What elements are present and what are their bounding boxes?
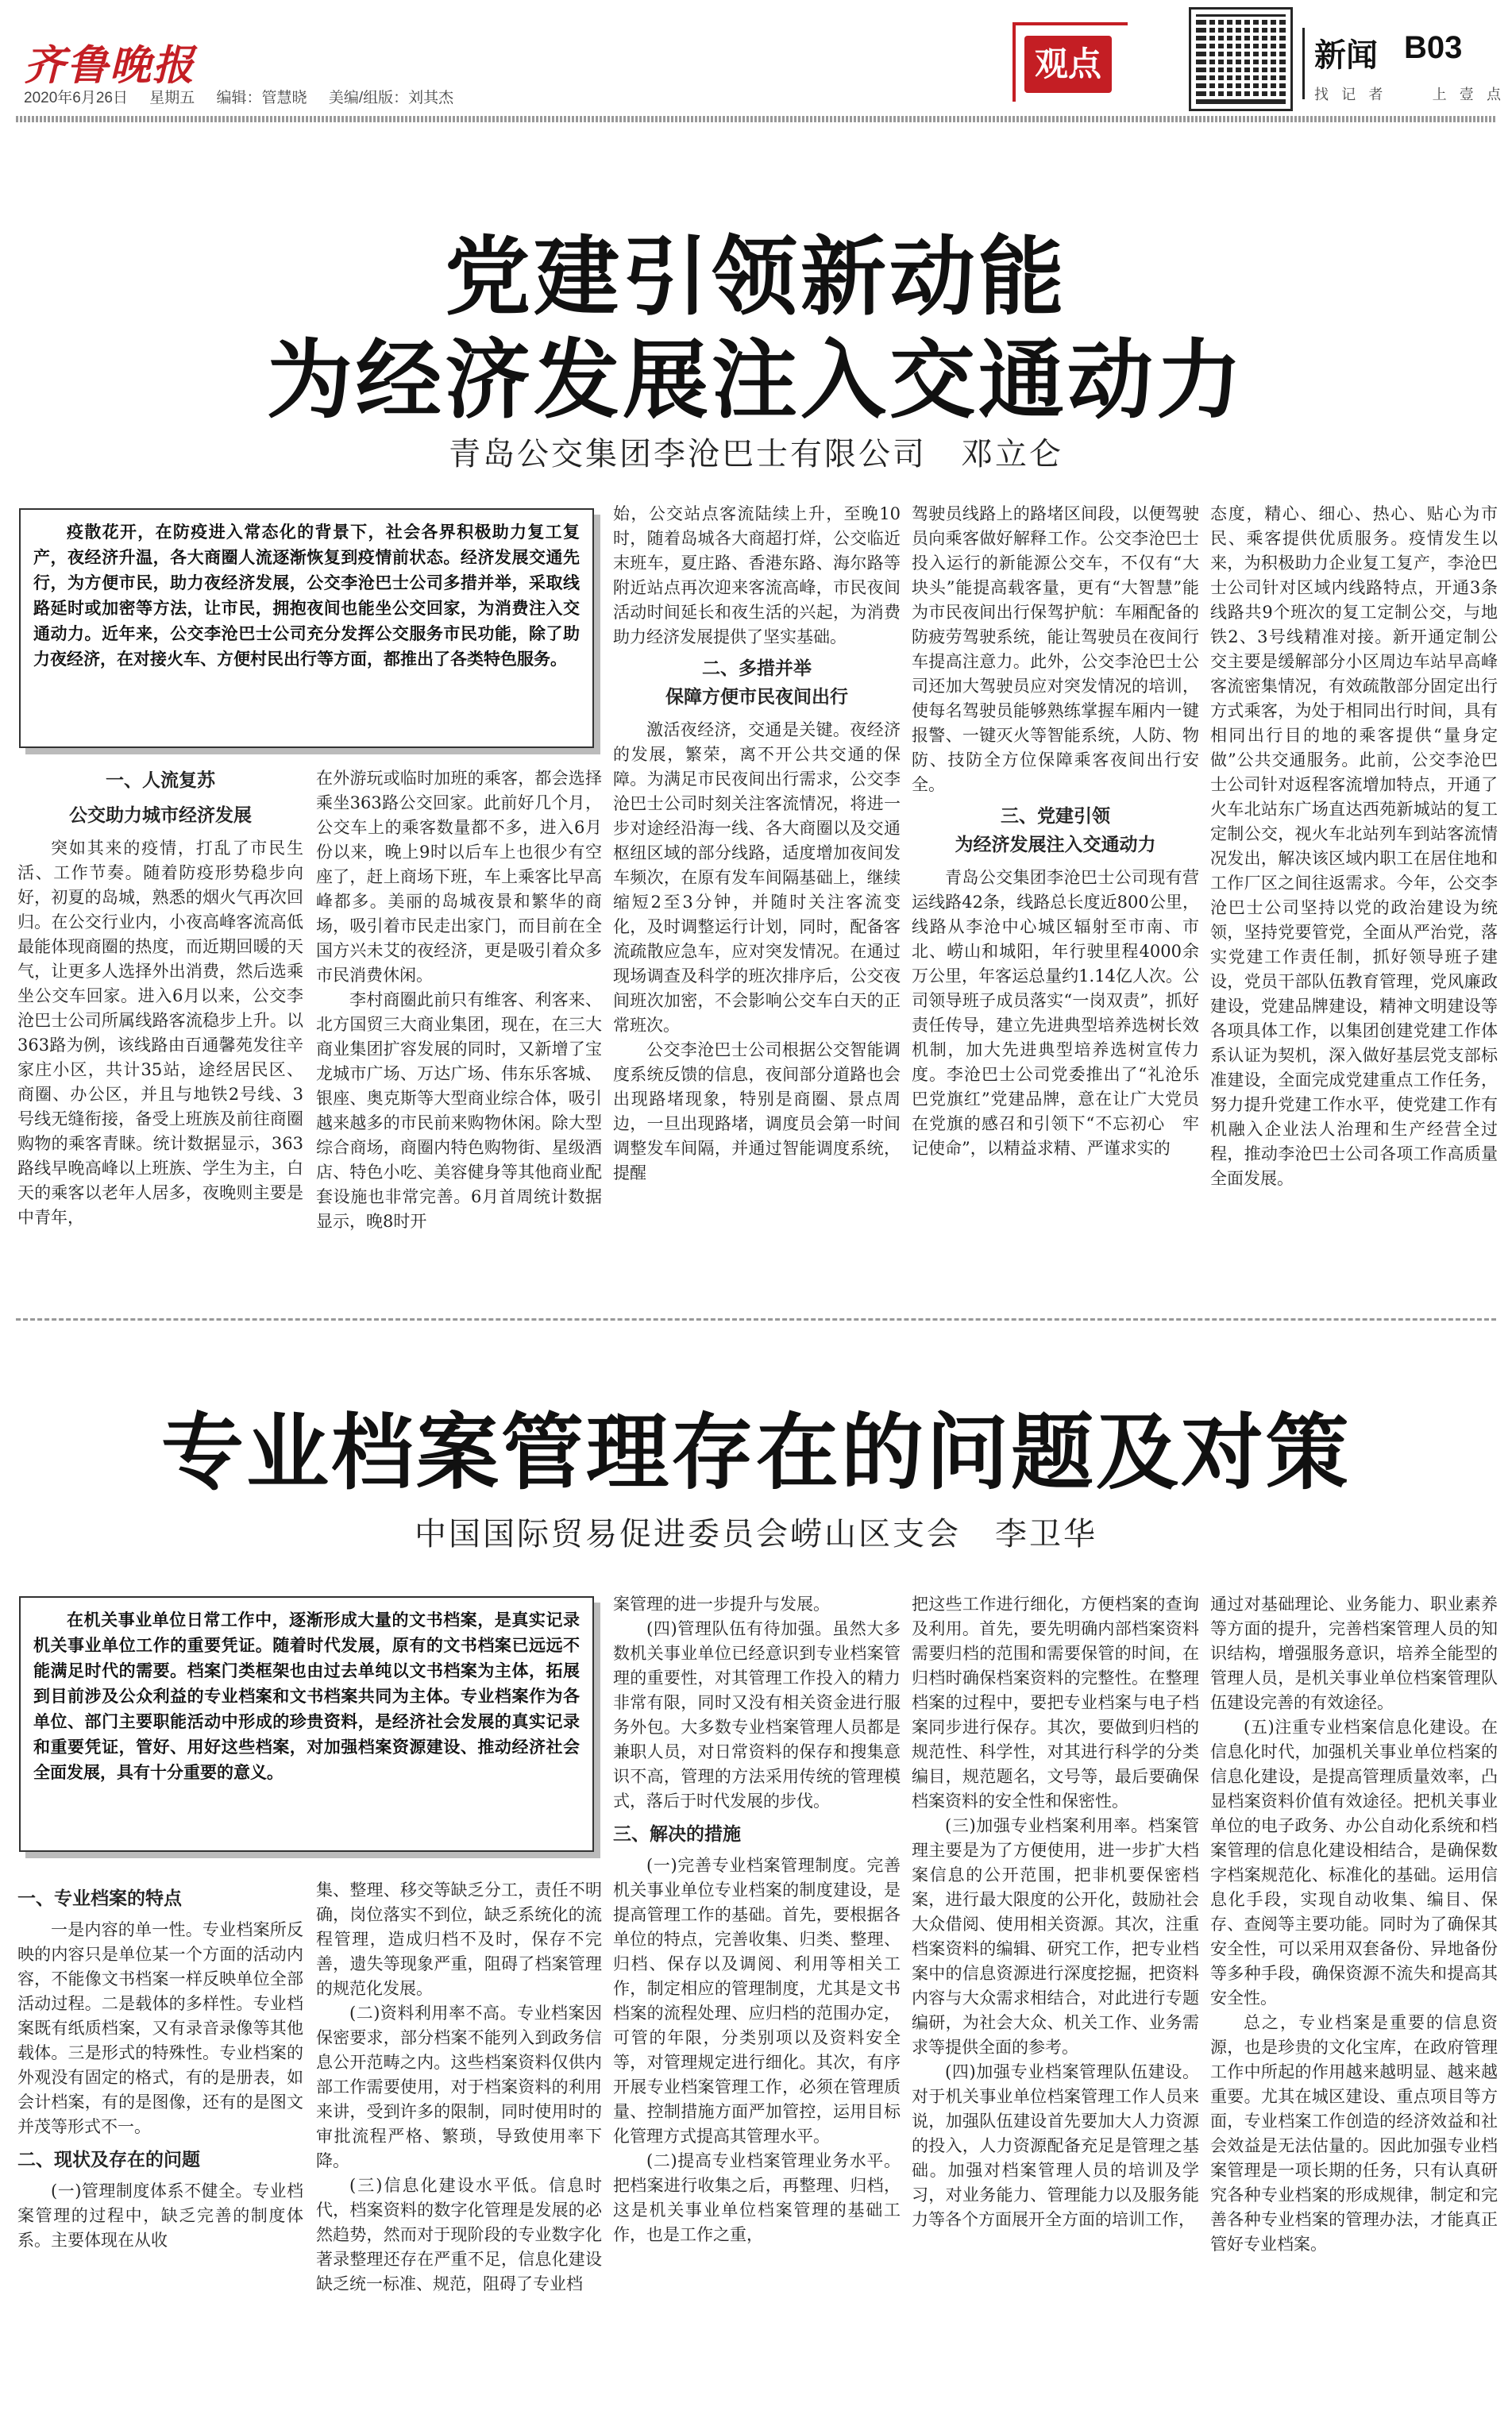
editor-credit: 编辑：管慧晓 — [216, 90, 307, 106]
article1-column-4 — [912, 502, 1199, 1276]
page-number: B03 — [1404, 30, 1463, 65]
reporter-char: 壹 — [1459, 87, 1474, 102]
article2-paragraph: (二)资料利用率不高。专业档案因保密要求，部分档案不能列入到政务信息公开范畴之内。这些档案资料仅供内部工作需要使用，对于档案资料的利用来讲，受到许多的限制，同时使用时的审批流程严格、繁琐，导致使用率下降。 — [316, 2004, 602, 2170]
masthead — [0, 0, 1512, 147]
reporter-char: 上 — [1432, 87, 1447, 102]
article1-lead-box — [19, 508, 594, 748]
article2-section2-title: 二、现状及存在的问题 — [17, 2150, 200, 2170]
article1-column-1 — [17, 766, 303, 1275]
article1-section3-subtitle: 为经济发展注入交通动力 — [955, 835, 1156, 855]
article2-paragraph: (五)注重专业档案信息化建设。在信息化时代，加强机关事业单位档案的信息化建设，是提高管理质量效率，凸显档案资料价值有效途径。把机关事业单位的电子政务、办公自动化系统和档案管理的信息化建设相结合，是确保数字档案规范化、标准化的基础。运用信息化手段，实现自动收集、编目、保存、查阅等主要功能。同时为了确保其安全性，可以采用双套备份、异地备份等多种手段，确保资源不流失和提高其安全性。 — [1210, 1718, 1498, 2008]
article1-paragraph: 始，公交站点客流陆续上升，至晚10时，随着岛城各大商超打烊，公交临近末班车，夏庄路、香港东路、海尔路等附近站点再次迎来客流高峰，市民夜间活动时间延长和夜生活的兴起，为消费助力经济发展提供了坚实基础。 — [613, 504, 901, 646]
issue-date: 2020年6月26日 — [24, 90, 128, 106]
designer-credit: 美编/组版：刘其杰 — [328, 90, 454, 106]
article1-section2-title: 二、多措并举 — [702, 658, 812, 679]
reporter-char: 找 — [1314, 87, 1329, 102]
article1-section1-title: 一、人流复苏 — [106, 770, 215, 791]
reporter-char: 者 — [1368, 87, 1383, 102]
article2-byline: 中国国际贸易促进委员会崂山区支会 李卫华 — [415, 1516, 1097, 1553]
article2-column-4 — [912, 1592, 1199, 2426]
reporter-line — [1314, 83, 1501, 104]
article2-lead: 在机关事业单位日常工作中，逐渐形成大量的文书档案，是真实记录机关事业单位工作的重要凭证。随着时代发展，原有的文书档案已远远不能满足时代的需要。档案门类框架也由过去单纯以文书档案为主体，拓展到目前涉及公众利益的专业档案和文书档案共同为主体。专业档案作为各单位、部门主要职能活动中形成的珍贵资料，是经济社会发展的真实记录和重要凭证，管好、用好这些档案，对加强档案资源建设、推动经济社会全面发展，具有十分重要的意义。 — [33, 1610, 580, 1782]
reporter-char: 记 — [1341, 87, 1356, 102]
article1-paragraph: 李村商圈此前只有维客、利客来、北方国贸三大商业集团，现在，在三大商业集团扩容发展的同时，又新增了宝龙城市广场、万达广场、伟东乐客城、银座、奥克斯等大型商业综合体，吸引越来越多的市民前来购物休闲。除大型综合商场，商圈内特色购物街、星级酒店、特色小吃、美容健身等其他商业配套设施也非常完善。6月首周统计数据显示，晚8时开 — [316, 990, 602, 1231]
article2-paragraph: 一是内容的单一性。专业档案所反映的内容只是单位某一个方面的活动内容，不能像文书档案一样反映单位全部活动过程。二是载体的多样性。专业档案既有纸质档案，又有录音录像等其他载体。三是形式的特殊性。专业档案的外观没有固定的格式，有的是册表，如会计档案，有的是图像，还有的是图文并茂等形式不一。 — [17, 1920, 303, 2136]
qr-code-pattern — [1201, 19, 1281, 99]
article2-paragraph: (三)加强专业档案利用率。档案管理主要是为了方便使用，进一步扩大档案信息的公开范围，把非机要保密档案，进行最大限度的公开化，鼓励社会大众借阅、使用相关资源。其次，注重档案资料的编辑、研究工作，把专业档案中的信息资源进行深度挖掘，把资料内容与大众需求相结合，对此进行专题编研，为社会大众、机关工作、业务需求等提供全面的参考。 — [912, 1816, 1199, 2057]
article1-paragraph: 突如其来的疫情，打乱了市民生活、工作节奏。随着防疫形势稳步向好，初夏的岛城，熟悉的烟火气再次回归。在公交行业内，小夜高峰客流高低最能体现商圈的热度，而近期回暖的天气，让更多人选择外出消费，然后选乘坐公交车回家。进入6月以来，公交李沧巴士公司所属线路客流稳步上升。以363路为例，该线路由百通馨苑发往辛家庄小区，共计35站，途经居民区、商圈、办公区，并且与地铁2号线、3号线无缝衔接，备受上班族及前往商圈购物的乘客青睐。统计数据显示，363路线早晚高峰以上班族、学生为主，白天的乘客以老年人居多，夜晚则主要是中青年， — [17, 839, 303, 1227]
article2-title: 专业档案管理存在的问题及对策 — [160, 1404, 1351, 1501]
article1-paragraph: 青岛公交集团李沧巴士公司现有营运线路42条，线路总长度近800公里，线路从李沧中心城区辐射至市南、市北、崂山和城阳，年行驶里程4000余万公里，年客运总量约1.14亿人次。公司领导班子成员落实“一岗双责”，抓好责任传导，建立先进典型培养选树长效机制，加大先进典型培养选树宣传力度。李沧巴士公司党委推出了“礼沧乐巴党旗红”党建品牌，意在让广大党员在党旗的感召和引领下“不忘初心 牢记使命”，以精益求精、严谨求实的 — [912, 868, 1199, 1158]
article1-paragraph: 态度，精心、细心、热心、贴心为市民、乘客提供优质服务。疫情发生以来，为积极助力企业复工复产，李沧巴士公司针对区域内线路特点，开通3条线路共9个班次的复工定制公交，与地铁2、3号线精准对接。新开通定制公交主要是缓解部分小区周边车站早高峰客流密集情况，有效疏散部分固定出行方式乘客，为处于相同出行时间，具有相同出行目的地的乘客提供“量身定做”公共交通服务。此前，公交李沧巴士公司针对返程客流增加特点，开通了火车北站东广场直达西苑新城站的复工定制公交，视火车北站列车到站客流情况发出，解决该区域内职工在居住地和工作厂区之间往返需求。今年，公交李沧巴士公司坚持以党的政治建设为统领，坚持党要管党，全面从严治党，落实党建工作责任制，抓好领导班子建设，党员干部队伍教育管理，党风廉政建设，党建品牌建设，精神文明建设等各项具体工作，以集团创建党建工作体系认证为契机，深入做好基层党支部标准建设，全面完成党建重点工作任务，努力提升党建工作水平，使党建工作有机融入企业法人治理和生产经营全过程，推动李沧巴士公司各项工作高质量全面发展。 — [1210, 504, 1498, 1188]
article1-byline: 青岛公交集团李沧巴士有限公司 邓立仑 — [449, 436, 1063, 473]
masthead-rule — [16, 116, 1496, 122]
article1-section1-subtitle: 公交助力城市经济发展 — [69, 805, 252, 826]
article1-paragraph: 激活夜经济，交通是关键。夜经济的发展，繁荣，离不开公共交通的保障。为满足市民夜间出行需求，公交李沧巴士公司时刻关注客流情况，将进一步对途经沿海一线、各大商圈以及交通枢纽区域的部分线路，适度增加夜间发车频次，在原有发车间隔基础上，继续缩短2至3分钟，并随时关注客流变化，及时调整运行计划，同时，配备客流疏散应急车，应对突发情况。在通过现场调查及科学的班次排序后，公交夜间班次加密，不会影响公交车白天的正常班次。 — [613, 720, 901, 1035]
article1-column-2 — [316, 766, 602, 1275]
spacer — [1395, 83, 1419, 104]
article2-column-2 — [316, 1878, 602, 2426]
article1-title-line2: 为经济发展注入交通动力 — [266, 331, 1245, 430]
article1-column-3 — [613, 502, 901, 1276]
article1-paragraph: 公交李沧巴士公司根据公交智能调度系统反馈的信息，夜间部分道路也会出现路堵现象，特别是商圈、景点周边，一旦出现路堵，调度员会第一时间调整发车间隔，并通过智能调度系统，提醒 — [613, 1040, 901, 1182]
article1-section3-title: 三、党建引领 — [1001, 806, 1110, 827]
newspaper-logo: 齐鲁晚报 — [24, 41, 196, 90]
article2-paragraph: 集、整理、移交等缺乏分工，责任不明确，岗位落实不到位，缺乏系统化的流程管理，造成归档不及时，保存不完善，遗失等现象严重，阻碍了档案管理的规范化发展。 — [316, 1880, 602, 1998]
issue-weekday: 星期五 — [149, 90, 195, 106]
article1-lead: 疫散花开，在防疫进入常态化的背景下，社会各界积极助力复工复产，夜经济升温，各大商圈人流逐渐恢复到疫情前状态。经济发展交通先行，为方便市民，助力夜经济发展，公交李沧巴士公司多措并举，采取线路延时或加密等方法，让市民，拥抱夜间也能坐公交回家，为消费注入交通动力。近年来，公交李沧巴士公司充分发挥公交服务市民功能，除了助力夜经济，在对接火车、方便村民出行等方面，都推出了各类特色服务。 — [33, 523, 580, 669]
dateline — [24, 86, 471, 107]
article2-section1-title: 一、专业档案的特点 — [17, 1888, 182, 1909]
reporter-char: 点 — [1486, 87, 1501, 102]
article1-paragraph: 驾驶员线路上的路堵区间段，以便驾驶员向乘客做好解释工作。公交李沧巴士投入运行的新能源公交车，不仅有“大块头”能提高载客量，更有“大智慧”能为市民夜间出行保驾护航：车厢配备的防疲劳驾驶系统，能让驾驶员在夜间行车提高注意力。此外，公交李沧巴士公司还加大驾驶员应对突发情况的培训，使每名驾驶员能够熟练掌握车厢内一键报警、一键灭火等智能系统，人防、物防、技防全方位保障乘客夜间出行安全。 — [912, 504, 1199, 794]
section-divider — [1302, 28, 1305, 99]
article2-paragraph: (二)提高专业档案管理业务水平。把档案进行收集之后，再整理、归档，这是机关事业单位档案管理的基础工作，也是工作之重， — [613, 2151, 901, 2244]
article2-paragraph: 总之，专业档案是重要的信息资源，也是珍贵的文化宝库，在政府管理工作中所起的作用越来越明显、越来越重要。尤其在城区建设、重点项目等方面，专业档案工作创造的经济效益和社会效益是无法估量的。因此加强专业档案管理是一项长期的任务，只有认真研究各种专业档案的形成规律，制定和完善各种专业档案的管理办法，才能真正管好专业档案。 — [1210, 2013, 1498, 2254]
article1-title-line1: 党建引领新动能 — [444, 228, 1067, 327]
article1-paragraph: 在外游玩或临时加班的乘客，都会选择乘坐363路公交回家。此前好几个月，公交车上的乘客数量都不多，进入6月份以来，晚上9时以后车上也很少有空座了，赶上商场下班，车上乘客比早高峰都多。美丽的岛城夜景和繁华的商场，吸引着市民走出家门，而目前在全国方兴未艾的夜经济，更是吸引着众多市民消费休闲。 — [316, 769, 602, 985]
article2-column-1 — [17, 1878, 303, 2426]
article1-section2-subtitle: 保障方便市民夜间出行 — [665, 687, 848, 708]
section-label: 新闻 — [1314, 37, 1378, 74]
article2-paragraph: (一)管理制度体系不健全。专业档案管理的过程中，缺乏完善的制度体系。主要体现在从收 — [17, 2181, 303, 2250]
article2-paragraph: 案管理的进一步提升与发展。 — [613, 1595, 830, 1614]
article2-paragraph: (四)加强专业档案管理队伍建设。对于机关事业单位档案管理工作人员来说，加强队伍建设首先要加大人力资源的投入，人力资源配备充足是管理之基础。加强对档案管理人员的培训及学习，对业务能力、管理能力以及服务能力等各个方面展开全方面的培训工作， — [912, 2062, 1199, 2229]
article2-paragraph: 把这些工作进行细化，方便档案的查询及利用。首先，要先明确内部档案资料需要归档的范围和需要保管的时间，在归档时确保档案资料的完整性。在整理档案的过程中，要把专业档案与电子档案同步进行保存。其次，要做到归档的规范性、科学性，对其进行科学的分类编目，规范题名，文号等，最后要确保档案资料的安全性和保密性。 — [912, 1595, 1199, 1811]
article-separator — [16, 1318, 1496, 1321]
article2-paragraph: (三)信息化建设水平低。信息时代，档案资料的数字化管理是发展的必然趋势，然而对于现阶段的专业数字化著录整理还存在严重不足，信息化建设缺乏统一标准、规范，阻碍了专业档 — [316, 2176, 602, 2293]
section-badge: 观点 — [1024, 36, 1112, 93]
article2-lead-box — [19, 1596, 594, 1852]
article2-paragraph: 通过对基础理论、业务能力、职业素养等方面的提升，完善档案管理人员的知识结构，增强服务意识，培养全能型的管理人员，是机关事业单位档案管理队伍建设完善的有效途径。 — [1210, 1595, 1498, 1712]
article1-column-5 — [1210, 502, 1498, 1276]
article2-column-5 — [1210, 1592, 1498, 2426]
article2-column-3 — [613, 1592, 901, 2426]
article2-paragraph: (一)完善专业档案管理制度。完善机关事业单位专业档案的制度建设，是提高管理工作的基础。首先，要根据各单位的特点，完善收集、归类、整理、归档、保存以及调阅、利用等相关工作，制定相应的管理制度，尤其是文书档案的流程处理、应归档的范围办定，可管的年限，分类别项以及资料安全等，对管理规定进行细化。其次，有序开展专业档案管理工作，必须在管理质量、控制措施方面严加管控，运用目标化管理方式提高其管理水平。 — [613, 1856, 901, 2146]
article2-paragraph: (四)管理队伍有待加强。虽然大多数机关事业单位已经意识到专业档案管理的重要性，对其管理工作投入的精力非常有限，同时又没有相关资金进行服务外包。大多数专业档案管理人员都是兼职人员，对日常资料的保存和搜集意识不高，管理的方法采用传统的管理模式，落后于时代发展的步伐。 — [613, 1619, 901, 1811]
article2-section3-title: 三、解决的措施 — [613, 1824, 741, 1845]
